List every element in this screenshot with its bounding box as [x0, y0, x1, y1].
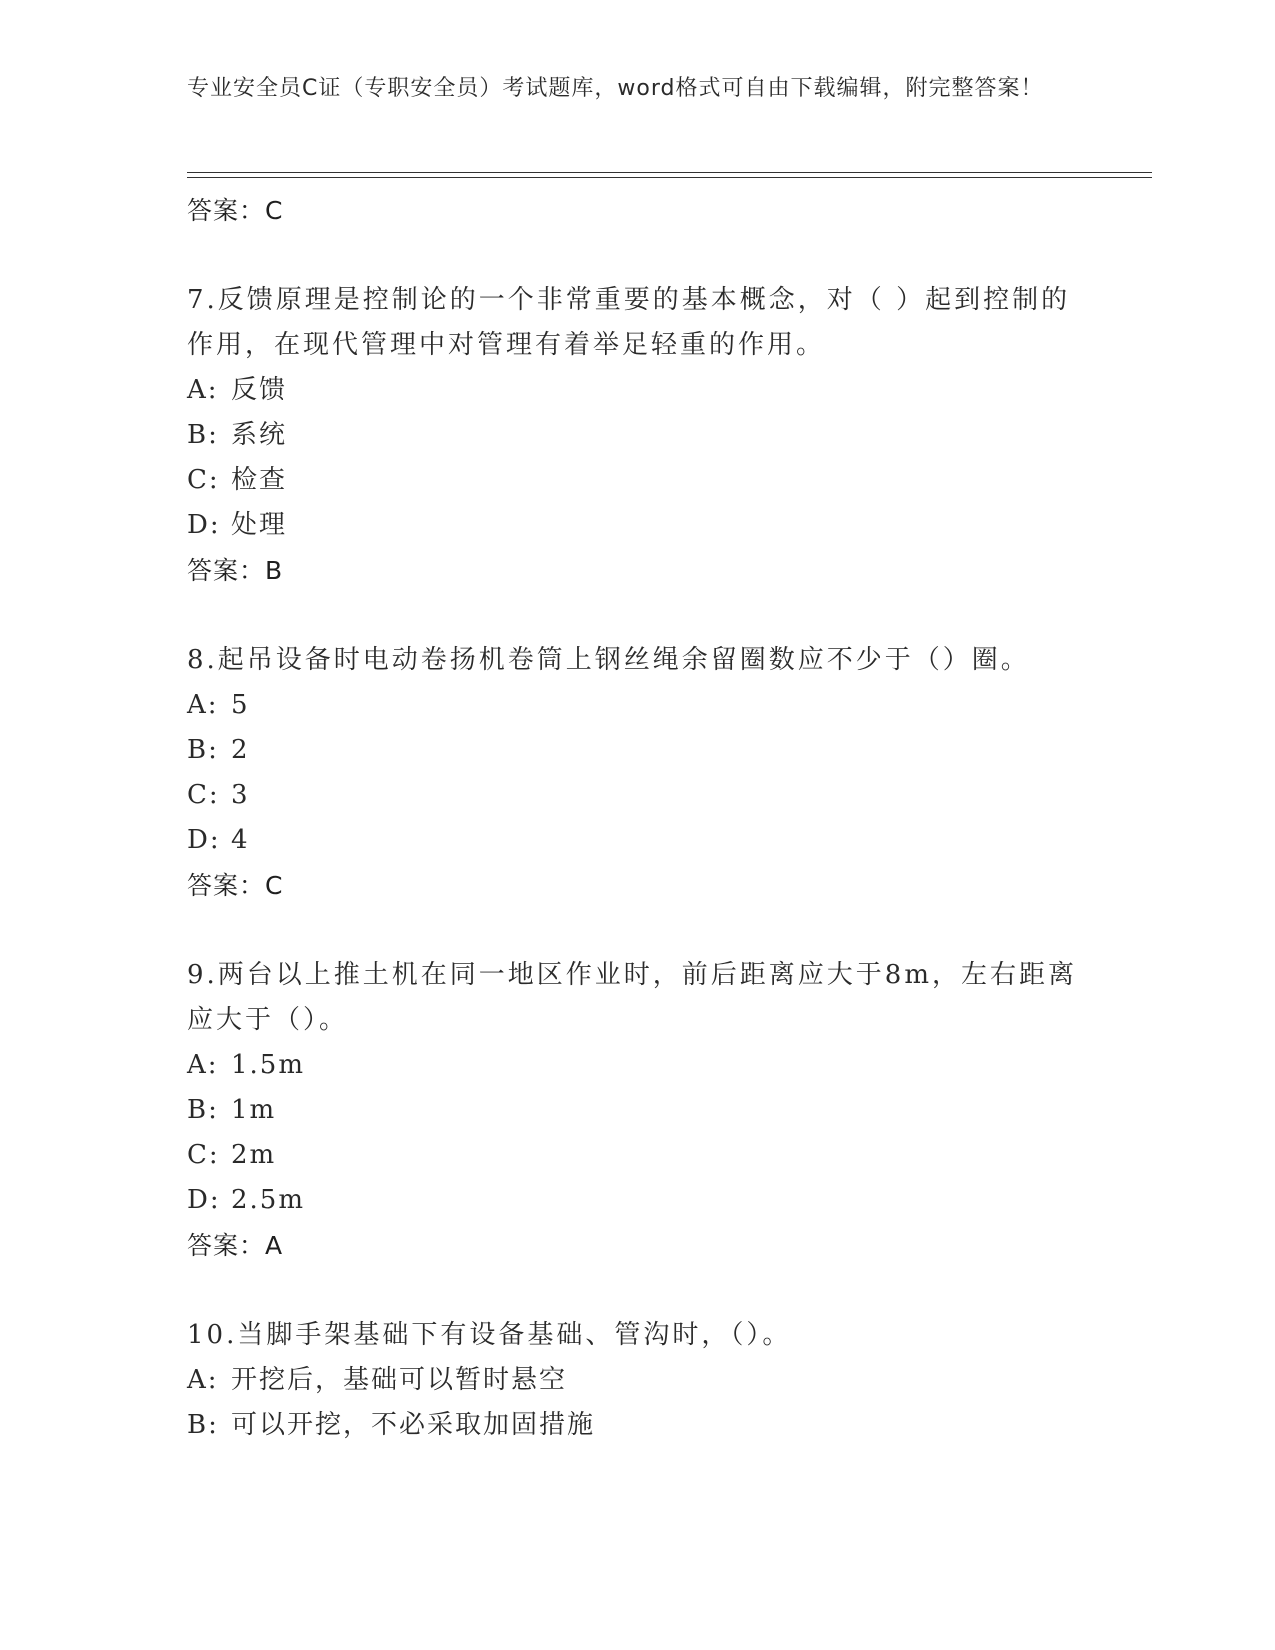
option-c — [187, 458, 1087, 503]
option-c — [187, 773, 1087, 818]
option-text: 4 — [231, 825, 250, 855]
header-rule-bottom — [187, 177, 1152, 178]
answer-line: 答案：C — [187, 871, 284, 900]
question-9 — [187, 953, 1087, 1269]
page-header — [187, 72, 1067, 105]
option-text: 1.5m — [231, 1050, 306, 1080]
question-10 — [187, 1313, 1087, 1448]
answer-line: 答案：C — [187, 196, 284, 225]
option-letter: B: — [187, 1410, 219, 1440]
question-stem: 10.当脚手架基础下有设备基础、管沟时，（）。 — [187, 1320, 792, 1350]
question-8 — [187, 638, 1087, 909]
option-letter: D: — [187, 825, 221, 855]
option-text: 开挖后，基础可以暂时悬空 — [231, 1365, 568, 1395]
option-d — [187, 818, 1087, 863]
option-text: 2.5m — [231, 1185, 306, 1215]
option-text: 可以开挖，不必采取加固措施 — [231, 1410, 596, 1440]
option-a — [187, 683, 1087, 728]
option-letter: C: — [187, 465, 220, 495]
option-text: 检查 — [231, 465, 288, 495]
question-stem: 7.反馈原理是控制论的一个非常重要的基本概念，对（ ）起到控制的作用，在现代管理中对管理有着举足轻重的作用。 — [187, 285, 1071, 360]
option-letter: B: — [187, 735, 219, 765]
option-letter: A: — [187, 690, 219, 720]
option-letter: A: — [187, 1365, 219, 1395]
option-b — [187, 1403, 1087, 1448]
option-letter: C: — [187, 780, 220, 810]
question-stem: 8.起吊设备时电动卷扬机卷筒上钢丝绳余留圈数应不少于（）圈。 — [187, 645, 1030, 675]
option-text: 处理 — [231, 510, 288, 540]
option-text: 系统 — [231, 420, 288, 450]
option-a — [187, 368, 1087, 413]
option-text: 2m — [231, 1140, 277, 1170]
answer-line: 答案：A — [187, 1231, 284, 1260]
option-text: 1m — [231, 1095, 277, 1125]
option-letter: D: — [187, 1185, 221, 1215]
option-text: 3 — [231, 780, 250, 810]
option-text: 2 — [231, 735, 250, 765]
option-text: 5 — [231, 690, 250, 720]
option-letter: B: — [187, 420, 219, 450]
option-b — [187, 1088, 1087, 1133]
question-7 — [187, 278, 1087, 594]
option-letter: A: — [187, 375, 219, 405]
option-b — [187, 728, 1087, 773]
option-d — [187, 1178, 1087, 1223]
question-stem: 9.两台以上推土机在同一地区作业时，前后距离应大于8m，左右距离应大于（）。 — [187, 960, 1078, 1035]
option-letter: A: — [187, 1050, 219, 1080]
option-a — [187, 1358, 1087, 1403]
question-list — [187, 188, 1087, 1448]
option-b — [187, 413, 1087, 458]
option-letter: C: — [187, 1140, 220, 1170]
header-text: 专业安全员C证（专职安全员）考试题库，word格式可自由下载编辑，附完整答案！ — [187, 76, 1044, 101]
option-d — [187, 503, 1087, 548]
option-letter: B: — [187, 1095, 219, 1125]
option-c — [187, 1133, 1087, 1178]
header-rule-top — [187, 172, 1152, 173]
option-letter: D: — [187, 510, 221, 540]
answer-line: 答案：B — [187, 556, 284, 585]
option-text: 反馈 — [231, 375, 288, 405]
option-a — [187, 1043, 1087, 1088]
